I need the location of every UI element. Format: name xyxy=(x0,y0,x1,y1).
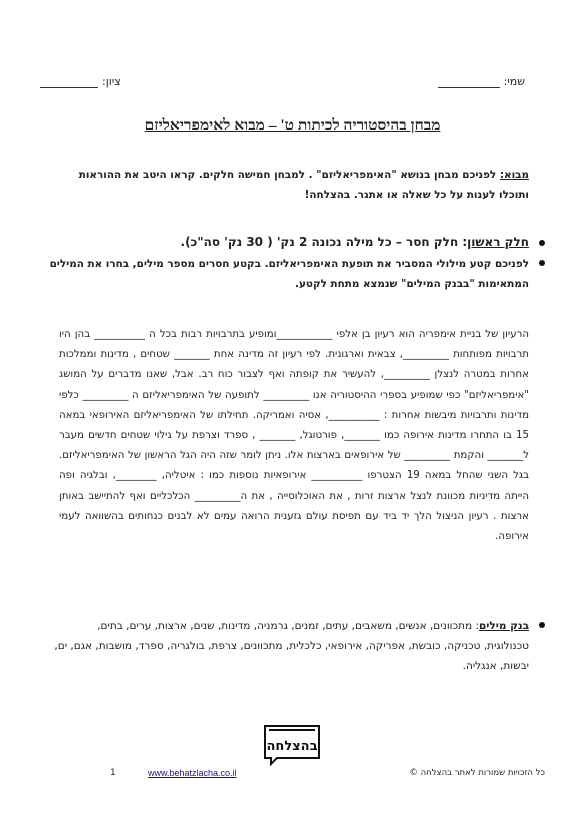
intro-text: לפניכם מבחן בנושא "האימפריאליזם" . למבחן חמישה חלקים. קראו היטב את ההוראות ותוכלו לענות על כל שאלה או אתגר. בהצלחה! xyxy=(78,169,529,201)
word-bank-words: : מתכוונים, אנשים, משאבים, עתים, זמנים, גרמניה, מדינות, שנים, ארצות, ערים, בתים, טכנולוגית, טכניקה, כובשת, אפריקה, אירופאי, כלכלית, מתכוונים, צרפת, בולגריה, ספרד, מושבות, אגם, ים, יבשות, אנגליה. xyxy=(54,620,529,672)
word-bank-item xyxy=(49,616,547,676)
grade-blank-line[interactable] xyxy=(40,74,98,88)
part1-title: : חלק חסר – כל מילה נכונה 2 נק' ( 30 נק' סה"כ). xyxy=(180,235,468,249)
name-blank-line[interactable] xyxy=(438,74,500,88)
behatzlacha-logo xyxy=(263,724,321,766)
footer-copyright: כל הזכויות שמורות לאתר בהצלחה © xyxy=(409,768,545,778)
part1-instruction-text: לפניכם קטע מילולי המסביר את תופעת האימפריאליזם. בקטע חסרים מספר מילים, בחרו את המילים המתאימות "בבנק המילים" שנמצא מתחת לקטע. xyxy=(49,254,547,294)
name-field xyxy=(438,74,525,88)
page-title: מבחן בהיסטוריה לכיתות ט' – מבוא לאימפריאליזם xyxy=(144,117,441,134)
part1-instructions xyxy=(49,232,547,294)
footer-website-link[interactable]: www.behatzlacha.co.il xyxy=(148,768,237,778)
logo-text: בהצלחה xyxy=(266,739,318,754)
intro-label: מבוא: xyxy=(499,169,529,181)
grade-label: ציון: xyxy=(102,75,121,88)
fill-in-passage: הרעיון של בניית אימפריה הוא רעיון בן אלפי ___________ומופיע בתרבויות רבות בכל ה __________ בהן היו תרבויות מפותחות _________, צבאית וארגונית. לפי רעיון זה מדינה אחת _______ שטחים , מדינות וממלכות אחרות במטרה לנצלן _________, להעשיר את קופתה ואף לצבור כוח רב. אבל, שאנו מדברים על המושג "אימפריאליזם" כפי שמופיע בספרי ההיסטוריה אנו _________ לתופעה של האימפריאליזם ה _________ כלפי מדינות ותרבויות מיבשות אחרות : __________, אסיה ואמריקה. תחילתו של האימפריאליזם האירופאי במאה 15 בו התחרו מדינות אירופה כמו _______, פורטוגל, _______ , ספרד וצרפת על גילוי שטחים חדשים מעבר ל_______ והקמת _________ של אירופאים בארצות אלו. ניתן לומר שזה היה הגל הראשון של האימפריאליזם. בגל השני שהחל במאה 19 הצטרפו __________ אירופאיות נוספות כמו : איטליה, ________, ובלגיה ופה הייתה מדיניות מכוונת לנצל ארצות זרות , את האוכלוסייה , את ה_________ הכלכליים ואף להתיישב באותן ארצות . רעיון הניצול הלך יד ביד עם תפיסת עולם גזענית הרואה עמים לא לבנים כנחותים בהשוואה לעמי אירופה. xyxy=(59,329,530,543)
student-header xyxy=(40,74,545,96)
part1-head: חלק ראשון xyxy=(467,235,529,249)
part1-heading xyxy=(49,232,547,252)
word-bank-label: בנק מילים xyxy=(479,620,529,632)
page-number: 1 xyxy=(110,768,116,778)
word-bank xyxy=(49,616,547,676)
footer xyxy=(40,768,545,782)
name-label: שמי: xyxy=(503,75,525,88)
grade-field xyxy=(40,74,121,88)
intro-paragraph xyxy=(59,165,529,205)
